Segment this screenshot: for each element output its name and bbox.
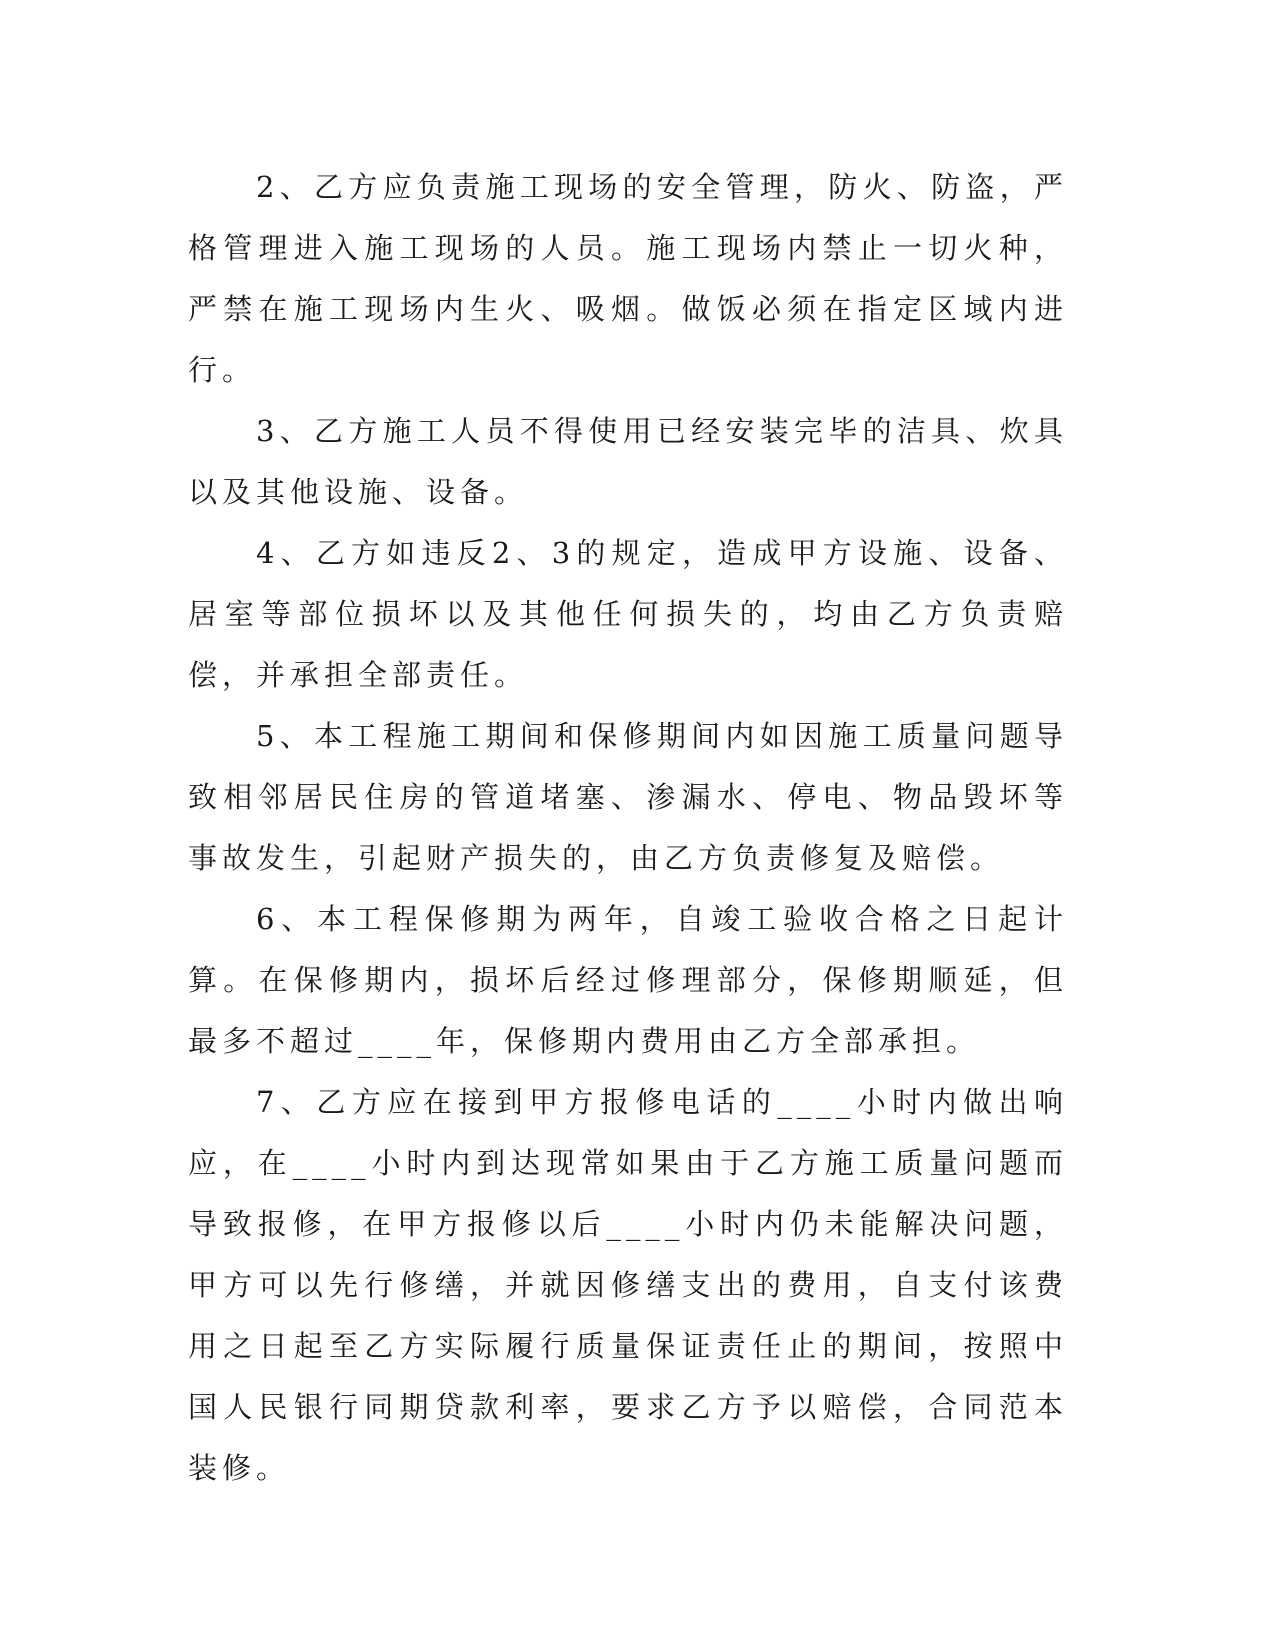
document-body: [188, 157, 1068, 1499]
clause-5: 5、本工程施工期间和保修期间内如因施工质量问题导致相邻居民住房的管道堵塞、渗漏水、停电、物品毁坏等事故发生，引起财产损失的，由乙方负责修复及赔偿。: [188, 719, 1068, 875]
clause-4: 4、乙方如违反2、3的规定，造成甲方设施、设备、居室等部位损坏以及其他任何损失的，均由乙方负责赔偿，并承担全部责任。: [188, 536, 1068, 692]
clause-7: 7、乙方应在接到甲方报修电话的____小时内做出响应，在____小时内到达现常如果由于乙方施工质量问题而导致报修，在甲方报修以后____小时内仍未能解决问题，甲方可以先行修缮，并就因修缮支出的费用，自支付该费用之日起至乙方实际履行质量保证责任止的期间，按照中国人民银行同期贷款利率，要求乙方予以赔偿，合同范本装修。: [188, 1085, 1068, 1485]
clause-2: 2、乙方应负责施工现场的安全管理，防火、防盗，严格管理进入施工现场的人员。施工现场内禁止一切火种，严禁在施工现场内生火、吸烟。做饭必须在指定区域内进行。: [188, 170, 1068, 387]
clause-6: 6、本工程保修期为两年，自竣工验收合格之日起计算。在保修期内，损坏后经过修理部分，保修期顺延，但最多不超过____年，保修期内费用由乙方全部承担。: [188, 902, 1068, 1058]
clause-3: 3、乙方施工人员不得使用已经安装完毕的洁具、炊具以及其他设施、设备。: [188, 414, 1068, 509]
